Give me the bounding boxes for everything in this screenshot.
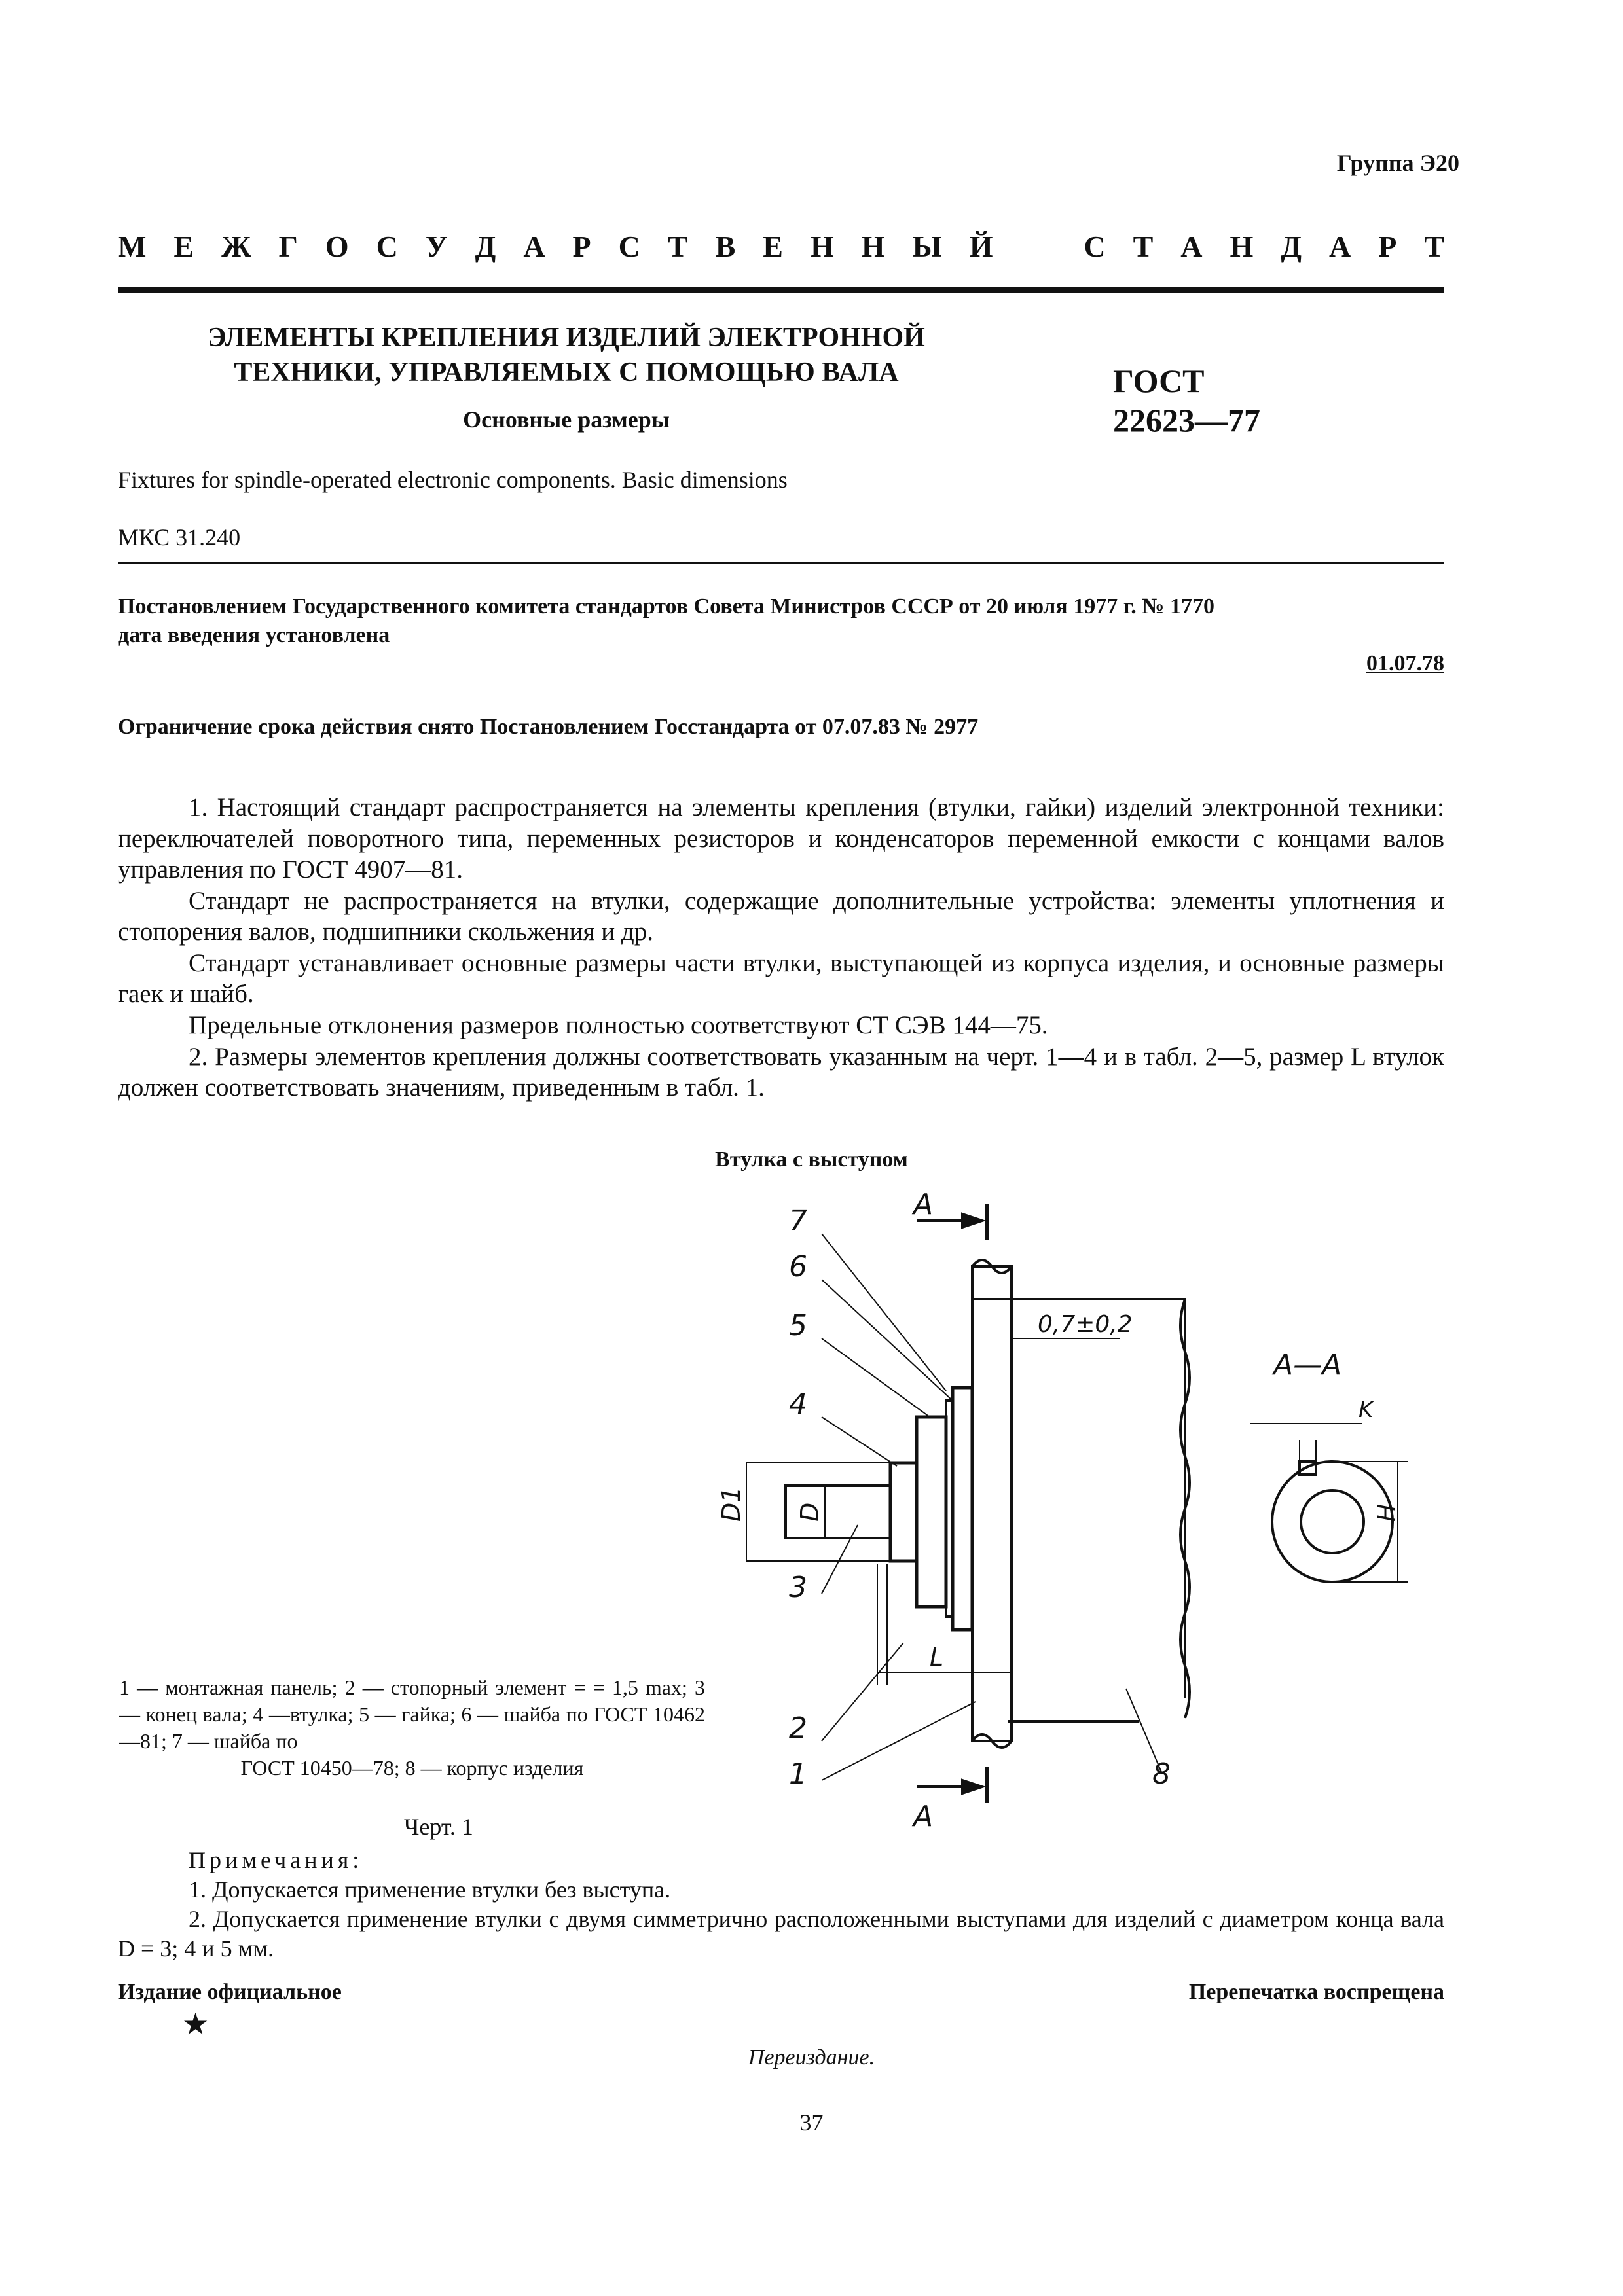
paragraph-2: Стандарт не распространяется на втулки, содержащие дополнительные устройства: элементы уплотнения и стопорения валов, подшипники скольжения и др. <box>118 886 1444 946</box>
notes <box>118 1846 1444 1964</box>
banner-letter: Г <box>278 230 298 263</box>
gap-dimension: 0,7±0,2 <box>1038 1311 1133 1338</box>
banner-letter: Д <box>475 230 496 263</box>
official-edition: Издание официальное <box>118 1980 342 2004</box>
star-icon: ★ <box>182 2007 210 2041</box>
banner-letter: А <box>1180 230 1203 263</box>
banner-letter: Т <box>1424 230 1444 263</box>
section-mark-bottom: А <box>913 1800 934 1833</box>
banner-letter: Н <box>1230 230 1254 263</box>
banner-letter: Т <box>667 230 688 263</box>
banner-letter: Н <box>810 230 834 263</box>
figure-legend <box>119 1674 705 1782</box>
dimension-L: L <box>930 1643 944 1672</box>
decree-line-1: Постановлением Государственного комитета стандартов Совета Министров СССР от 20 июля 1977 г. № 1770 <box>118 594 1214 619</box>
banner-letter: Р <box>1378 230 1397 263</box>
paragraph-1: 1. Настоящий стандарт распространяется на элементы крепления (втулки, гайки) изделий электронной техники: переключателей поворотного типа, переменных резисторов и конденсаторов переменной емкости с концами валов управления по ГОСТ 4907—81. <box>118 793 1444 884</box>
paragraph-4: Предельные отклонения размеров полностью соответствуют СТ СЭВ 144—75. <box>189 1011 1048 1040</box>
introduction-date: 01.07.78 <box>1366 651 1444 675</box>
banner-letter: У <box>425 230 448 263</box>
title-line-1: ЭЛЕМЕНТЫ КРЕПЛЕНИЯ ИЗДЕЛИЙ ЭЛЕКТРОННОЙ <box>208 323 925 353</box>
banner-letter: Й <box>969 230 993 263</box>
dimension-H: H <box>1374 1503 1400 1522</box>
banner-letter: Р <box>572 230 591 263</box>
dimension-D: D <box>795 1502 824 1522</box>
mks-code: МКС 31.240 <box>118 524 241 550</box>
figure-title: Втулка с выступом <box>715 1147 908 1172</box>
dimension-D1: D1 <box>717 1486 746 1522</box>
section-mark-top: А <box>913 1188 934 1221</box>
label-1: 1 <box>789 1757 807 1791</box>
label-3: 3 <box>789 1571 807 1604</box>
label-6: 6 <box>789 1250 807 1283</box>
banner-letter: С <box>1084 230 1106 263</box>
english-title: Fixtures for spindle-operated electronic components. Basic dimensions <box>118 467 788 493</box>
dimension-K: K <box>1359 1397 1374 1423</box>
group-code: Группа Э20 <box>1336 150 1459 176</box>
figure-number: Черт. 1 <box>404 1814 473 1840</box>
gost-label: ГОСТ <box>1113 363 1205 399</box>
page-number: 37 <box>799 2109 824 2136</box>
paragraph-3: Стандарт устанавливает основные размеры части втулки, выступающей из корпуса изделия, и основные размеры гаек и шайб. <box>118 948 1444 1009</box>
banner-letter: Д <box>1281 230 1302 263</box>
label-2: 2 <box>789 1712 807 1745</box>
paragraph-5: 2. Размеры элементов крепления должны соответствовать указанным на черт. 1—4 и в табл. 2—5, размер L втулок должен соответствовать значениям, приведенным в табл. 1. <box>118 1042 1444 1102</box>
washer-7 <box>953 1388 972 1630</box>
banner-letter: Е <box>173 230 194 263</box>
note-1: 1. Допускается применение втулки без выступа. <box>189 1876 671 1903</box>
section-title: А—А <box>1273 1348 1342 1382</box>
limitation-note: Ограничение срока действия снято Постановлением Госстандарта от 07.07.83 № 2977 <box>118 715 979 739</box>
gost-number: 22623—77 <box>1113 402 1260 439</box>
title-line-2: ТЕХНИКИ, УПРАВЛЯЕМЫХ С ПОМОЩЬЮ ВАЛА <box>234 357 899 387</box>
label-5: 5 <box>789 1309 807 1342</box>
banner-letter: В <box>715 230 736 263</box>
banner-letter: Ы <box>912 230 942 263</box>
legend-line-1: 1 — монтажная панель; 2 — стопорный элемент = = 1,5 max; 3 — конец вала; 4 —втулка; 5 — гайка; 6 — шайба по ГОСТ 10462—81; 7 — шайба по <box>119 1676 705 1753</box>
label-8: 8 <box>1152 1757 1171 1791</box>
mounting-panel <box>972 1266 1012 1741</box>
banner-letter: О <box>325 230 349 263</box>
document-subtitle: Основные размеры <box>463 406 670 433</box>
reprint-forbidden: Перепечатка воспрещена <box>1188 1980 1444 2004</box>
banner-letter: Т <box>1133 230 1154 263</box>
banner-letter: А <box>523 230 545 263</box>
banner-letter: С <box>618 230 640 263</box>
note-2: 2. Допускается применение втулки с двумя симметрично расположенными выступами для изделий с диаметром конца вала D = 3; 4 и 5 мм. <box>118 1906 1444 1962</box>
label-7: 7 <box>789 1204 807 1238</box>
bushing <box>890 1463 917 1561</box>
decree-line-2: дата введения установлена <box>118 623 390 648</box>
nut <box>917 1417 946 1607</box>
banner-letter: Н <box>861 230 885 263</box>
banner-letter: Ж <box>221 230 251 263</box>
banner-letter: С <box>376 230 398 263</box>
reissue-note: Переиздание. <box>748 2045 875 2070</box>
banner-letter: А <box>1328 230 1351 263</box>
label-4: 4 <box>789 1388 807 1421</box>
banner-letter: Е <box>763 230 783 263</box>
housing-outline <box>972 1299 1185 1698</box>
notes-heading: Примечания: <box>189 1847 363 1873</box>
legend-line-2: ГОСТ 10450—78; 8 — корпус изделия <box>240 1755 584 1780</box>
banner-letter: М <box>118 230 147 263</box>
